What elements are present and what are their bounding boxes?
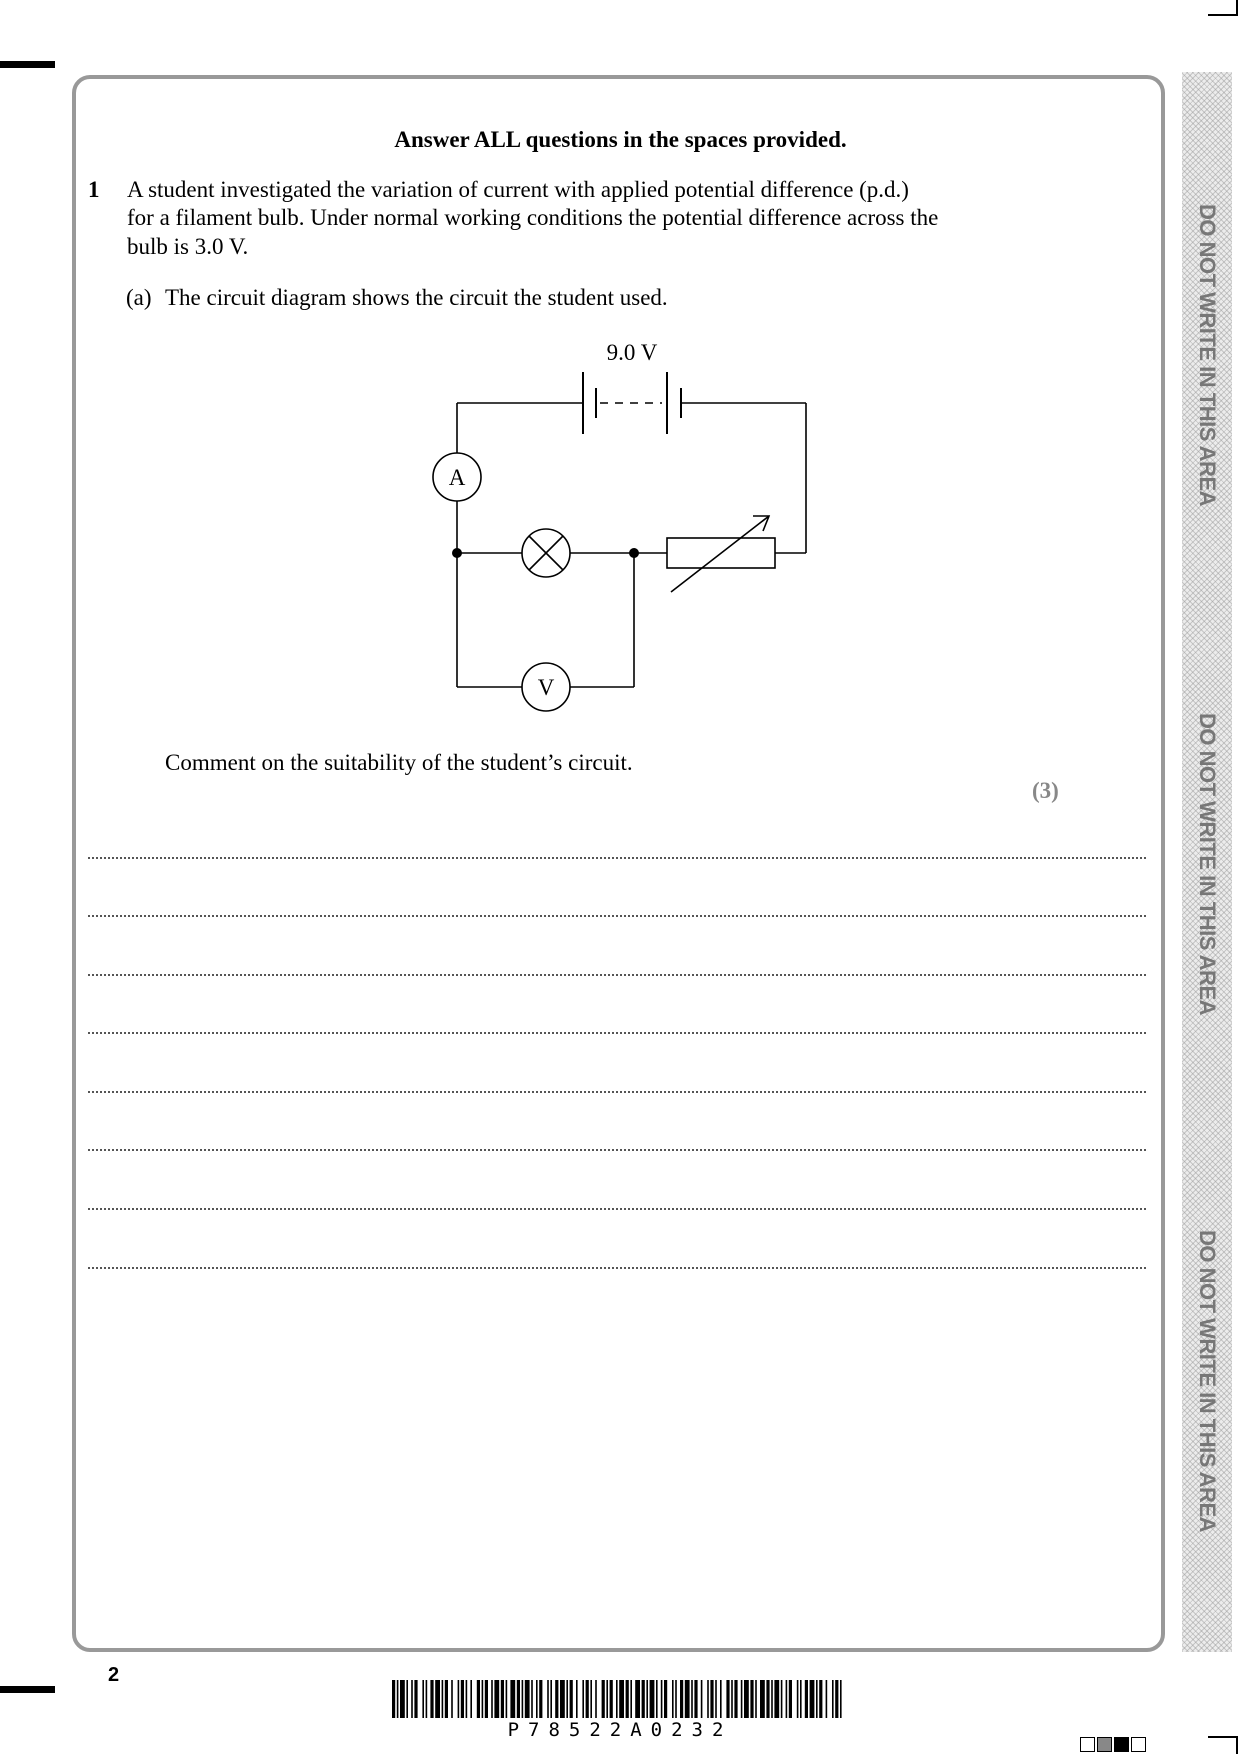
junction-dot-right — [629, 548, 639, 558]
barcode-bar — [781, 1680, 783, 1718]
barcode-bar — [445, 1680, 448, 1718]
barcode-bar — [522, 1680, 524, 1718]
barcode-bar — [650, 1680, 655, 1718]
barcode-bar — [766, 1680, 769, 1718]
barcode-bar — [656, 1680, 658, 1718]
barcode-bar — [491, 1680, 493, 1718]
paper-mark-square-1 — [1080, 1737, 1095, 1752]
barcode-bar — [701, 1680, 703, 1718]
barcode — [392, 1680, 844, 1720]
barcode-bar — [741, 1680, 743, 1718]
paper-mark-square-2 — [1097, 1737, 1112, 1752]
barcode-bar — [744, 1680, 749, 1718]
question-stem-line-3: bulb is 3.0 V. — [127, 234, 249, 259]
barcode-bar — [590, 1680, 592, 1718]
barcode-bar — [606, 1680, 608, 1718]
barcode-bar — [414, 1680, 417, 1718]
barcode-bar — [566, 1680, 568, 1718]
question-number: 1 — [88, 177, 100, 202]
question-stem-line-2: for a filament bulb. Under normal working conditions the potential difference across the — [127, 205, 939, 230]
barcode-bar — [547, 1680, 549, 1718]
barcode-bar — [485, 1680, 488, 1718]
paper-mark-square-3 — [1114, 1737, 1129, 1752]
barcode-bar — [616, 1680, 618, 1718]
barcode-bar — [392, 1680, 395, 1718]
barcode-bar — [525, 1680, 530, 1718]
side-warning-1: DO NOT WRITE IN THIS AREA — [1195, 203, 1220, 507]
answer-line[interactable] — [88, 857, 1146, 859]
barcode-bar — [510, 1680, 515, 1718]
barcode-bar — [810, 1680, 815, 1718]
answer-line[interactable] — [88, 1208, 1146, 1210]
page-heading: Answer ALL questions in the spaces provided. — [394, 127, 847, 152]
answer-line[interactable] — [88, 1032, 1146, 1034]
barcode-bar — [430, 1680, 433, 1718]
crop-mark-bottom-right-h — [1208, 1736, 1236, 1738]
answer-line[interactable] — [88, 915, 1146, 917]
barcode-bar — [458, 1680, 460, 1718]
barcode-bar — [619, 1680, 624, 1718]
side-warning-2: DO NOT WRITE IN THIS AREA — [1195, 712, 1220, 1016]
answer-line[interactable] — [88, 974, 1146, 976]
barcode-bar — [826, 1680, 828, 1718]
barcode-bar — [840, 1680, 842, 1718]
barcode-bar — [477, 1680, 480, 1718]
barcode-bar — [442, 1680, 444, 1718]
barcode-bar — [466, 1680, 468, 1718]
barcode-bar — [755, 1680, 757, 1718]
part-a-label: (a) — [126, 285, 152, 310]
barcode-bar — [539, 1680, 542, 1718]
barcode-bar — [661, 1680, 663, 1718]
barcode-bar — [506, 1680, 508, 1718]
ammeter-label: A — [448, 465, 466, 490]
barcode-bar — [550, 1680, 552, 1718]
barcode-bar — [576, 1680, 578, 1718]
barcode-bar — [610, 1680, 613, 1718]
barcode-bar — [570, 1680, 573, 1718]
part-a-prompt: Comment on the suitability of the student’s circuit. — [165, 750, 633, 775]
barcode-bar — [517, 1680, 520, 1718]
marks-allocation: (3) — [1032, 778, 1059, 803]
answer-line[interactable] — [88, 1091, 1146, 1093]
barcode-bar — [816, 1680, 818, 1718]
barcode-bar — [586, 1680, 589, 1718]
barcode-bar — [675, 1680, 677, 1718]
circuit-diagram — [0, 0, 1241, 720]
barcode-bar — [672, 1680, 674, 1718]
barcode-bar — [426, 1680, 428, 1718]
rheostat-arrow-shaft — [671, 516, 769, 592]
barcode-bar — [710, 1680, 713, 1718]
part-a-text: The circuit diagram shows the circuit the student used. — [165, 285, 668, 310]
barcode-bar — [630, 1680, 632, 1718]
paper-mark-square-4 — [1131, 1737, 1146, 1752]
barcode-bar — [664, 1680, 667, 1718]
barcode-bar — [832, 1680, 834, 1718]
barcode-bar — [635, 1680, 640, 1718]
barcode-bar — [707, 1680, 709, 1718]
barcode-bar — [797, 1680, 799, 1718]
barcode-bar — [771, 1680, 773, 1718]
barcode-bar — [494, 1680, 499, 1718]
barcode-bar — [726, 1680, 729, 1718]
barcode-bar — [680, 1680, 683, 1718]
barcode-bar — [715, 1680, 717, 1718]
barcode-bar — [789, 1680, 792, 1718]
voltmeter-label: V — [537, 675, 555, 700]
barcode-bar — [422, 1680, 424, 1718]
answer-line[interactable] — [88, 1149, 1146, 1151]
barcode-bar — [685, 1680, 690, 1718]
supply-voltage-label: 9.0 V — [606, 340, 658, 365]
barcode-bar — [536, 1680, 538, 1718]
barcode-bar — [435, 1680, 440, 1718]
barcode-bar — [501, 1680, 504, 1718]
barcode-bar — [595, 1680, 597, 1718]
barcode-bar — [461, 1680, 464, 1718]
barcode-bar — [626, 1680, 629, 1718]
barcode-bar — [451, 1680, 453, 1718]
barcode-bar — [400, 1680, 405, 1718]
barcode-bar — [694, 1680, 697, 1718]
page-number: 2 — [108, 1664, 120, 1686]
answer-line[interactable] — [88, 1267, 1146, 1269]
barcode-bar — [800, 1680, 802, 1718]
barcode-bar — [560, 1680, 565, 1718]
barcode-bar — [786, 1680, 788, 1718]
barcode-bar — [470, 1680, 472, 1718]
barcode-bar — [720, 1680, 722, 1718]
barcode-bar — [406, 1680, 408, 1718]
question-stem-line-1: A student investigated the variation of current with applied potential difference (p.d.) — [127, 177, 909, 202]
barcode-bar — [734, 1680, 737, 1718]
junction-dot-left — [452, 548, 462, 558]
barcode-bar — [397, 1680, 399, 1718]
barcode-bar — [411, 1680, 413, 1718]
crop-mark-bottom-right-v — [1236, 1736, 1238, 1754]
side-warning-3: DO NOT WRITE IN THIS AREA — [1195, 1229, 1220, 1533]
barcode-bar — [582, 1680, 584, 1718]
barcode-bar — [602, 1680, 605, 1718]
barcode-bar — [555, 1680, 558, 1718]
barcode-bar — [805, 1680, 808, 1718]
barcode-bar — [819, 1680, 822, 1718]
barcode-bar — [835, 1680, 838, 1718]
barcode-bar — [691, 1680, 693, 1718]
barcode-bar — [731, 1680, 733, 1718]
barcode-bar — [642, 1680, 645, 1718]
barcode-bar — [774, 1680, 779, 1718]
barcode-bar — [482, 1680, 484, 1718]
barcode-text: P78522A0232 — [507, 1719, 733, 1741]
barcode-bar — [750, 1680, 753, 1718]
barcode-bar — [646, 1680, 648, 1718]
registration-mark-bottom-left — [0, 1686, 55, 1693]
barcode-bar — [760, 1680, 765, 1718]
barcode-bar — [531, 1680, 533, 1718]
